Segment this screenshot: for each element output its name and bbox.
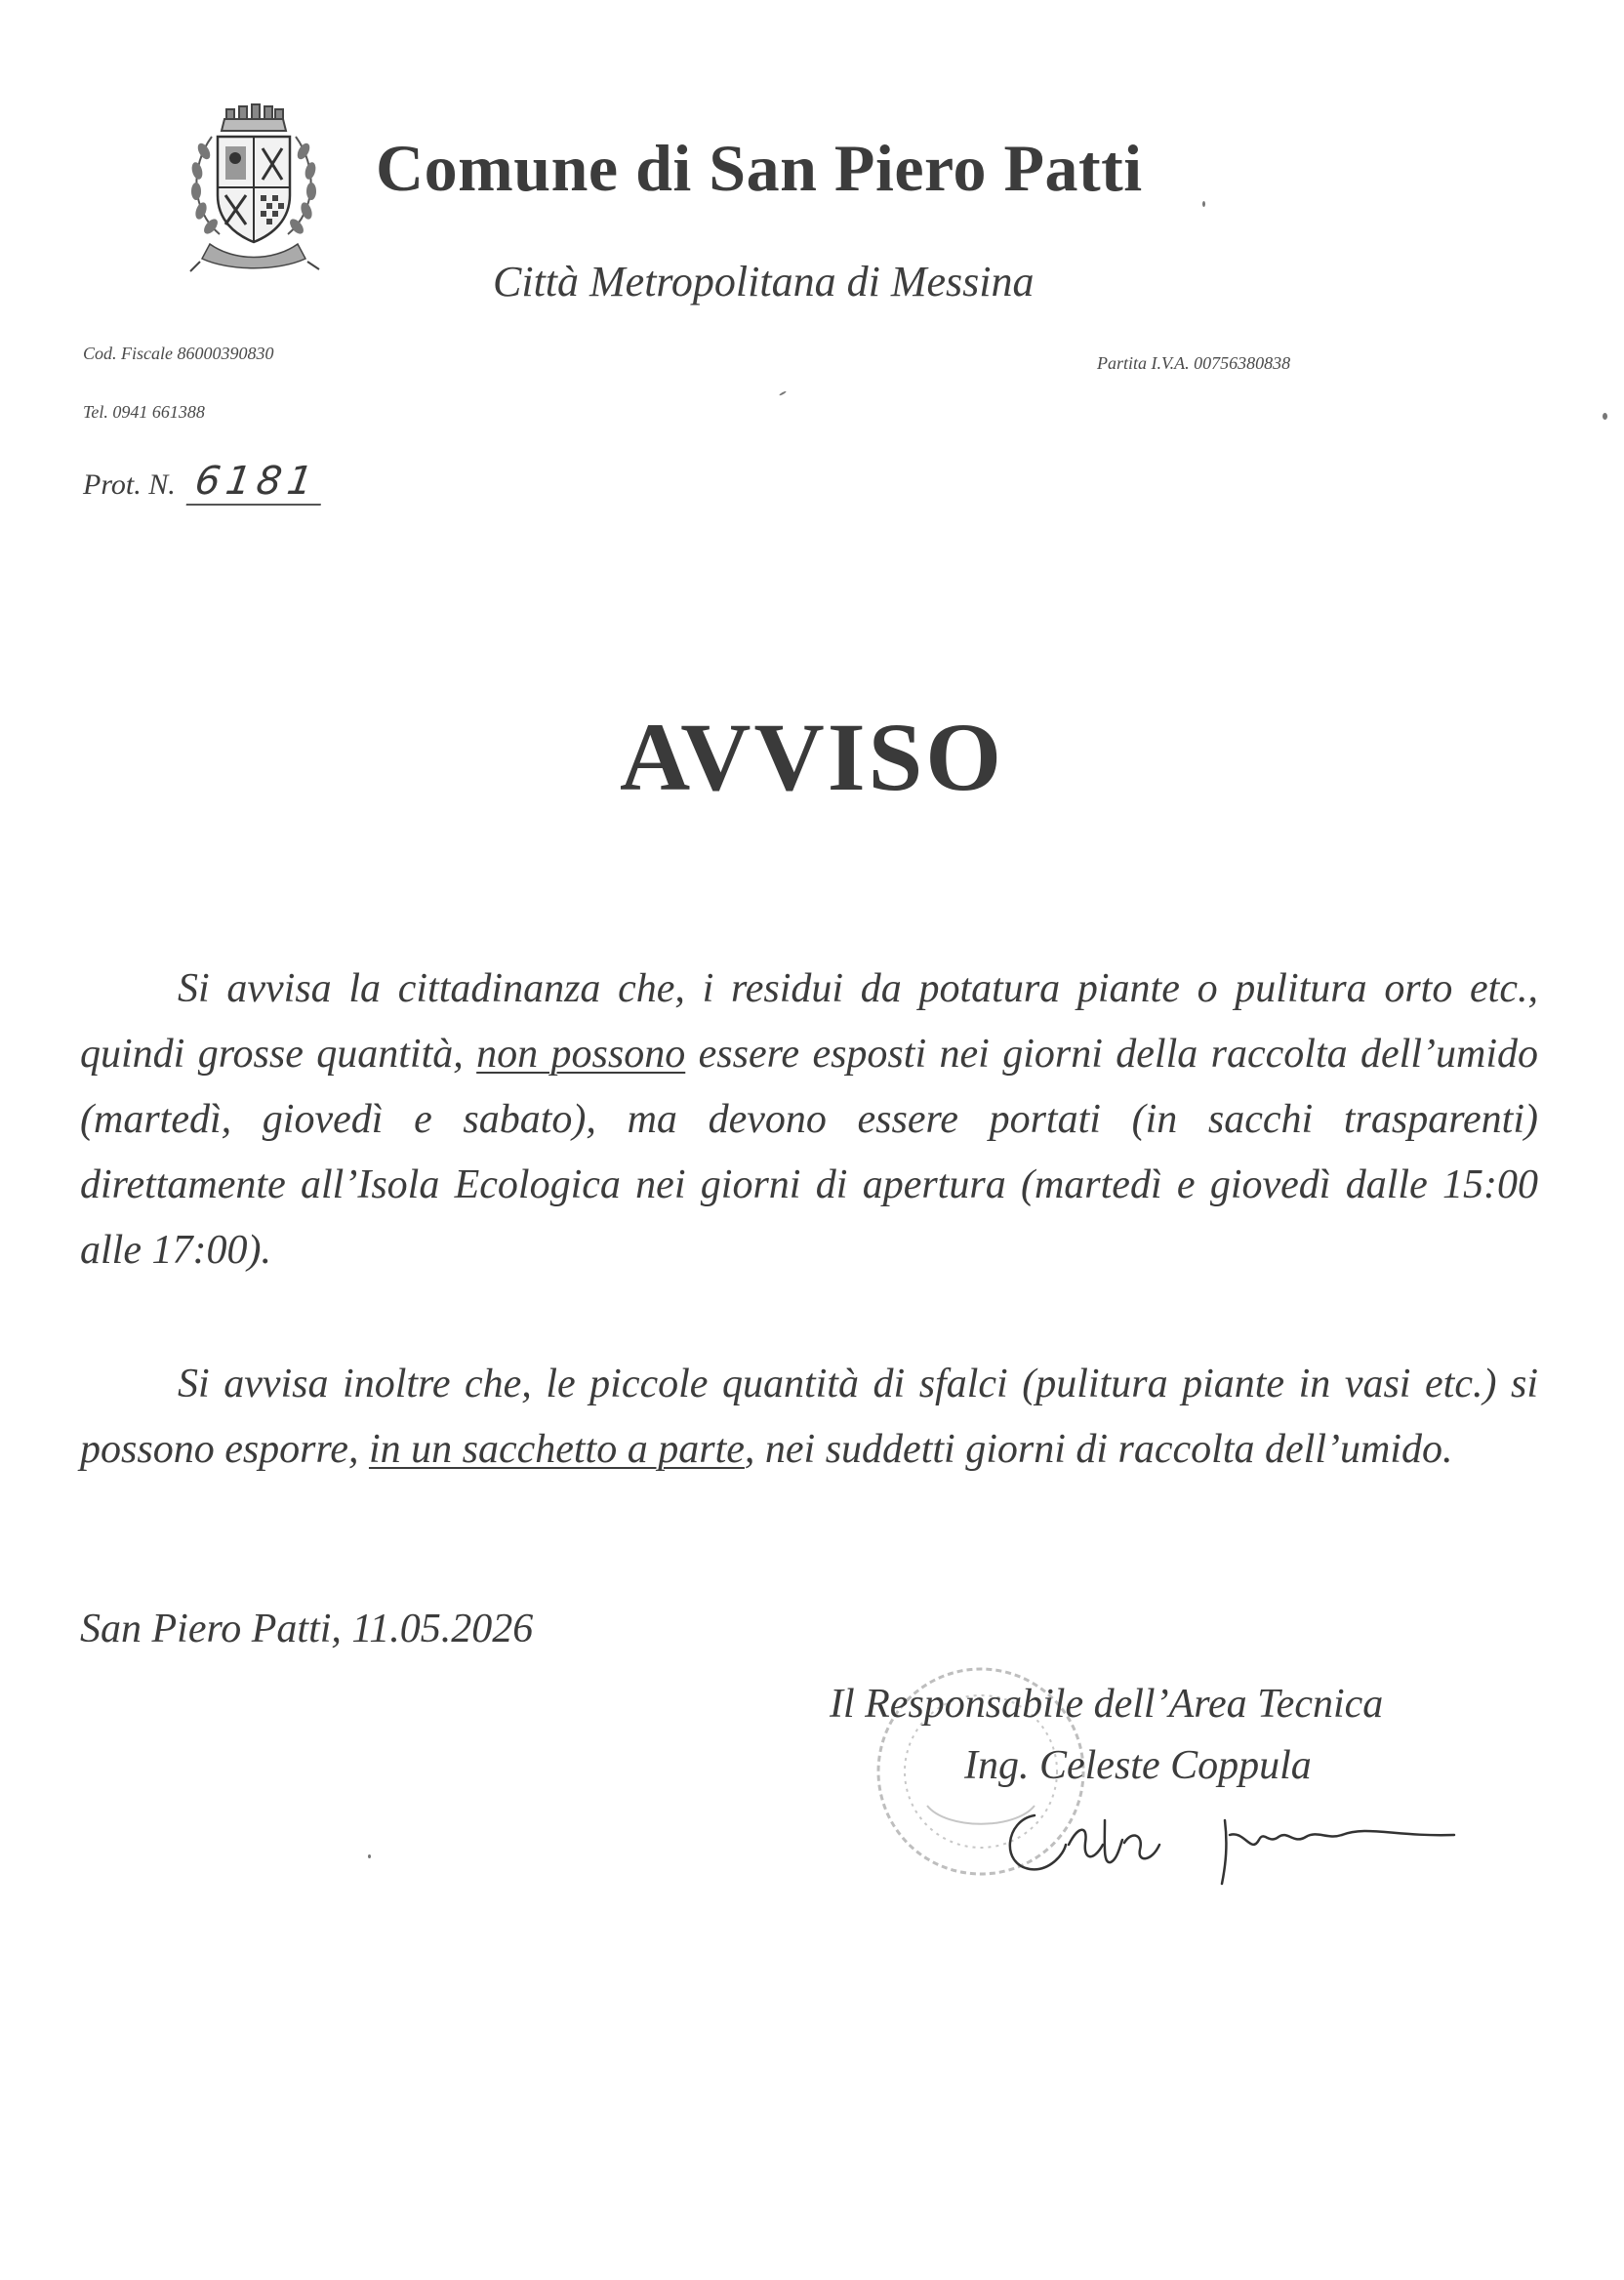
protocol-line: [83, 459, 324, 506]
handwritten-signature: [995, 1786, 1503, 1893]
paragraph-2-underlined: in un sacchetto a parte: [368, 1427, 745, 1472]
paragraph-1-text-a: Si avvisa la cittadinanza che, i residui da potatura piante o pulitura orto etc., quindi grosse quantità,: [80, 966, 1538, 1077]
paragraph-2-text-b: , nei suddetti giorni di raccolta dell’umido.: [744, 1427, 1453, 1472]
paragraph-1-underlined: non possono: [476, 1032, 686, 1077]
province-name: Città Metropolitana di Messina: [493, 258, 1035, 305]
municipality-name: Comune di San Piero Patti: [376, 131, 1143, 205]
place-and-date: San Piero Patti, 11.05.2026: [80, 1607, 534, 1651]
scan-speck: [368, 1854, 371, 1858]
coat-of-arms-logo: [181, 98, 327, 273]
notice-paragraph-1: [80, 957, 1538, 1283]
notice-title: AVVISO: [619, 703, 1005, 811]
vat-number: Partita I.V.A. 00756380838: [1097, 353, 1291, 373]
signer-role: Il Responsabile dell’Area Tecnica: [830, 1682, 1384, 1727]
signer-name: Ing. Celeste Coppula: [964, 1743, 1312, 1788]
notice-paragraph-2: [80, 1352, 1538, 1483]
paragraph-1-text-b: essere esposti nei giorni della raccolta dell’umido (martedì, giovedì e sabato), ma devono essere portati (in sacchi trasparenti) direttamente all’Isola Ecologica nei giorni di apertura (martedì e giovedì dalle 15:00 alle 17:00).: [80, 1032, 1538, 1273]
scan-speck: [1603, 413, 1607, 420]
phone-number: Tel. 0941 661388: [83, 402, 205, 422]
scan-speck: [779, 390, 787, 396]
protocol-number: 6181: [185, 459, 327, 506]
paragraph-2-text-a: Si avvisa inoltre che, le piccole quantità di sfalci (pulitura piante in vasi etc.) si possono esporre,: [80, 1362, 1538, 1472]
protocol-label: Prot. N.: [83, 468, 176, 501]
scan-speck: [1202, 201, 1205, 207]
fiscal-code: Cod. Fiscale 86000390830: [83, 344, 274, 363]
